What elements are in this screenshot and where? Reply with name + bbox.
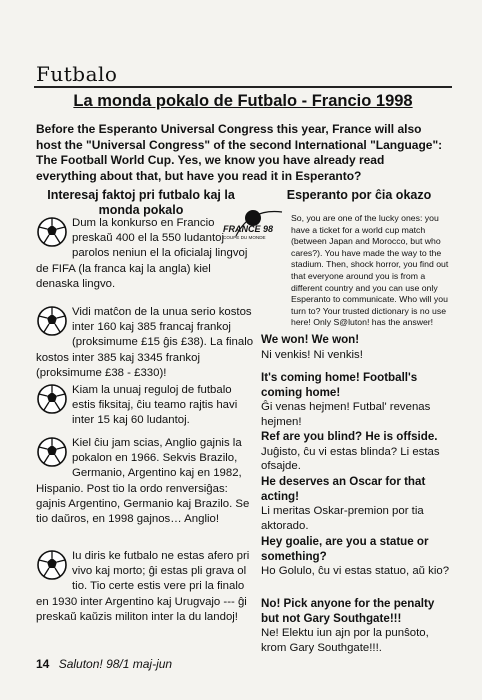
headline: La monda pokalo de Futbalo - Francio 1998 xyxy=(73,92,413,110)
soccer-ball-icon xyxy=(36,383,68,415)
right-column-intro: So, you are one of the lucky ones: you have a ticket for a world cup match (between Japan and Morocco, but who cares?). You have made the way to the stadium. Then, shock horror, you find out that everyone around you is from a different country and you can use only Esperanto to communicate. Who will you turn to? Your trusted dictionary is no use here! Only S@luton! has the answer! xyxy=(291,213,449,328)
fact-text: Kiam la unuaj reguloj de futbalo estis fiksitaj, ĉiu teamo rajtis havi inter 15 kaj 60 ludantoj. xyxy=(72,384,238,427)
phrase-esperanto: Ho Golulo, ĉu vi estas statuo, aŭ kio? xyxy=(261,565,450,578)
right-column-heading: Esperanto por ĉia okazo xyxy=(286,188,432,202)
france98-logo-icon xyxy=(222,206,286,242)
phrase-english: Hey goalie, are you a statue or something? xyxy=(261,535,429,563)
title-rule xyxy=(34,86,452,88)
phrase-english: We won! We won! xyxy=(261,333,360,346)
phrase-english: He deserves an Oscar for that acting! xyxy=(261,475,426,503)
logo-text: FRANCE 98 xyxy=(223,224,274,234)
phrase-item xyxy=(261,475,455,533)
left-column-heading: Interesaj faktoj pri futbalo kaj la monda pokalo xyxy=(47,188,235,217)
phrase-english: It's coming home! Football's coming home! xyxy=(261,371,418,399)
soccer-ball-icon xyxy=(36,436,68,468)
page-number: 14 xyxy=(36,657,50,671)
phrase-item xyxy=(261,597,455,655)
intro-paragraph: Before the Esperanto Universal Congress this year, France will also host the "Universal Congress" of the second International "Language": The Football World Cup. Yes, we know you have already read everything about that, but have you read it in Esperanto? xyxy=(36,122,443,183)
soccer-ball-icon xyxy=(36,216,68,248)
phrase-esperanto: Ne! Elektu iun ajn por la punŝoto, krom Gary Southgate!!!. xyxy=(261,627,429,654)
fact-text: Vidi matĉon de la unua serio kostos inter 160 kaj 385 francaj frankoj (proksimume £15 ĝis £38). La finalo kostos inter 385 kaj 3345 frankoj (proksimume £38 - £330)! xyxy=(36,306,254,379)
fact-item xyxy=(36,383,254,429)
fact-item xyxy=(36,436,254,527)
fact-text: Iu diris ke futbalo ne estas afero pri vivo kaj morto; ĝi estas pli grava ol tio. Tio certe estis vere pri la finalo en 1930 inter Argentino kaj Urugvajo --- ĝi preskaŭ kaŭzis militon inter la du landoj! xyxy=(36,550,250,623)
fact-text: Dum la konkurso en Francio preskaŭ 400 el la 550 ludantoj parolos neniun el la oficialaj lingvoj de FIFA (la franca kaj la angla) kiel denaska lingvo. xyxy=(36,217,248,290)
phrase-item xyxy=(261,430,455,474)
phrase-english: No! Pick anyone for the penalty but not Gary Southgate!!! xyxy=(261,597,435,625)
phrase-item xyxy=(261,333,455,362)
soccer-ball-icon xyxy=(36,305,68,337)
fact-item xyxy=(36,305,254,381)
phrase-item xyxy=(261,371,455,429)
soccer-ball-icon xyxy=(36,549,68,581)
phrase-esperanto: Ni venkis! Ni venkis! xyxy=(261,348,363,361)
page-footer xyxy=(36,657,172,671)
publication-name: Saluton! 98/1 maj-jun xyxy=(58,657,173,671)
logo-subtext: COUPE DU MONDE xyxy=(223,235,266,240)
fact-item xyxy=(36,549,254,625)
fact-text: Kiel ĉiu jam scias, Anglio gajnis la pokalon en 1966. Sekvis Brazilo, Germanio, Argentino kaj en 1982, Hispanio. Post tio la ordo renversiĝas: gajnis Argentino, Germanio kaj Brazilo. Se tio daŭros, en 1998 gajnos… Anglio! xyxy=(36,437,250,526)
phrase-esperanto: Ĝi venas hejmen! Futbal' revenas hejmen! xyxy=(261,401,431,428)
phrase-english: Ref are you blind? He is offside. xyxy=(261,430,438,443)
phrase-esperanto: Li meritas Oskar-premion por tia aktorado. xyxy=(261,505,424,532)
phrase-esperanto: Juĝisto, ĉu vi estas blinda? Li estas ofsajde. xyxy=(261,445,440,473)
phrase-item xyxy=(261,535,455,579)
section-title: Futbalo xyxy=(36,62,118,86)
